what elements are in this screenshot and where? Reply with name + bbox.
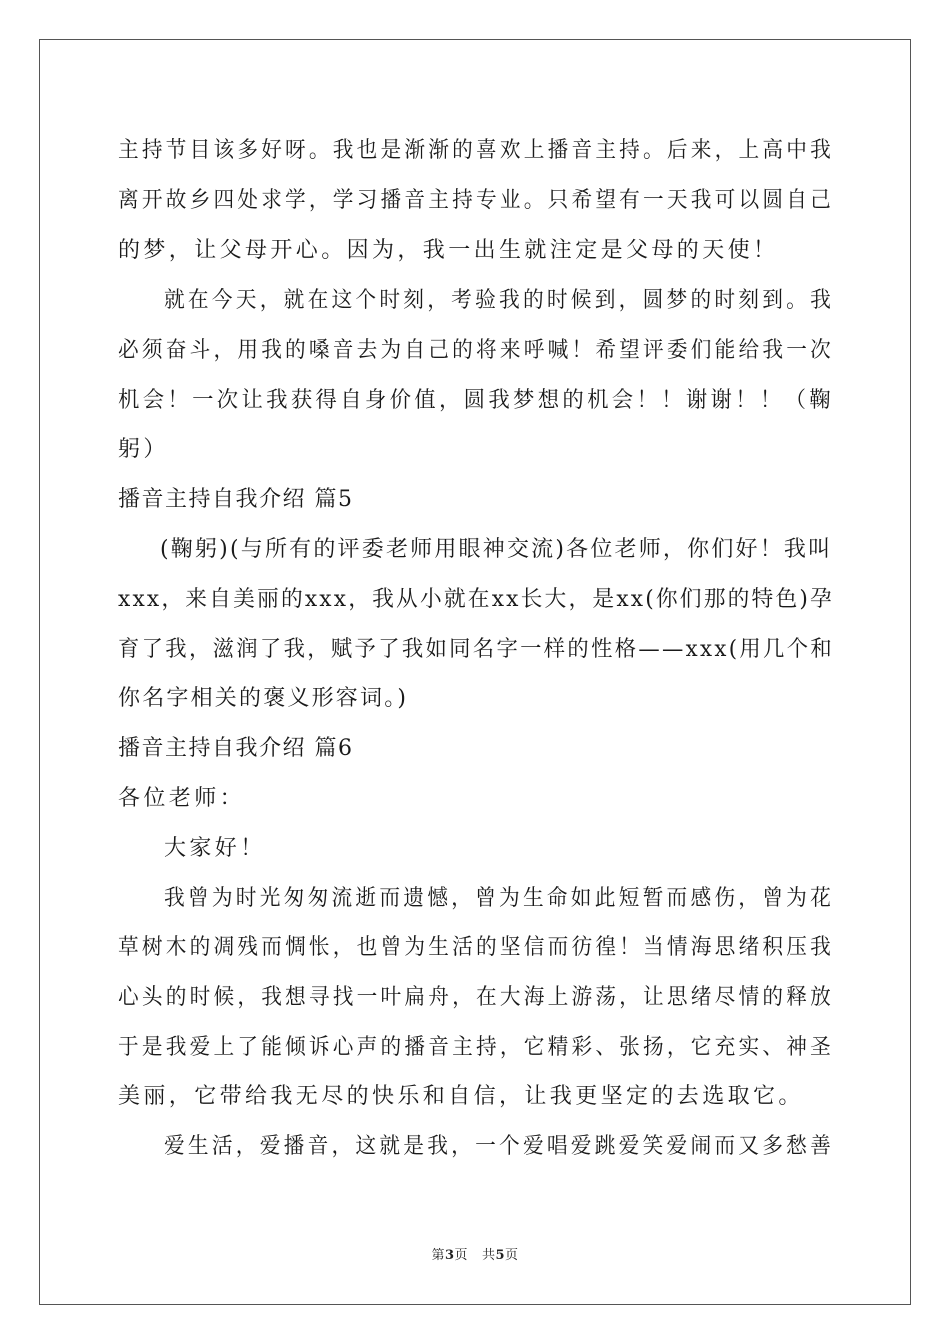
text-line-content: 大家好！: [164, 836, 266, 861]
text-line-content: 你名字相关的褒义形容词。): [118, 686, 409, 711]
section-heading-text: 播音主持自我介绍 篇5: [118, 487, 354, 512]
page-border: [39, 39, 911, 1305]
text-line-content: (鞠躬)(与所有的评委老师用眼神交流)各位老师，你们好！我叫: [160, 537, 833, 562]
text-line-content: 育了我，滋润了我，赋予了我如同名字一样的性格——xxx(用几个和: [118, 637, 835, 662]
footer-page-total: 5: [495, 1248, 505, 1263]
text-line-content: 爱生活，爱播音，这就是我，一个爱唱爱跳爱笑爱闹而又多愁善: [164, 1134, 835, 1159]
text-line-content: 必须奋斗，用我的嗓音去为自己的将来呼喊！希望评委们能给我一次: [118, 338, 834, 363]
text-line-content: 主持节目该多好呀。我也是渐渐的喜欢上播音主持。后来，上高中我: [118, 138, 834, 163]
footer-page-current: 3: [445, 1248, 455, 1263]
text-line-content: 我曾为时光匆匆流逝而遗憾，曾为生命如此短暂而感伤，曾为花: [164, 886, 835, 911]
text-line-content: 机会！一次让我获得自身价值，圆我梦想的机会！！谢谢！！（鞠: [118, 388, 834, 413]
text-line-content: 离开故乡四处求学，学习播音主持专业。只希望有一天我可以圆自己: [118, 188, 834, 213]
text-line-content: 各位老师：: [118, 786, 246, 811]
text-line-content: 就在今天，就在这个时刻，考验我的时候到，圆梦的时刻到。我: [164, 288, 835, 313]
footer-page-mid: 页 共: [454, 1248, 496, 1263]
text-line-content: 躬）: [118, 437, 169, 462]
text-line-content: xxx，来自美丽的xxx，我从小就在xx长大，是xx(你们那的特色)孕: [118, 587, 834, 612]
footer-page-prefix: 第: [431, 1248, 445, 1263]
text-line-content: 心头的时候，我想寻找一叶扁舟，在大海上游荡，让思绪尽情的释放: [118, 985, 834, 1010]
text-line-content: 草树木的凋残而惆怅，也曾为生活的坚信而彷徨！当情海思绪积压我: [118, 935, 834, 960]
page-footer: [0, 1247, 950, 1265]
text-line-content: 美丽，它带给我无尽的快乐和自信，让我更坚定的去选取它。: [118, 1084, 804, 1109]
section-heading-text: 播音主持自我介绍 篇6: [118, 736, 354, 761]
text-line-content: 的梦，让父母开心。因为，我一出生就注定是父母的天使！: [118, 238, 779, 263]
footer-page-suffix: 页: [505, 1248, 519, 1263]
text-line-content: 于是我爱上了能倾诉心声的播音主持，它精彩、张扬，它充实、神圣: [118, 1035, 834, 1060]
